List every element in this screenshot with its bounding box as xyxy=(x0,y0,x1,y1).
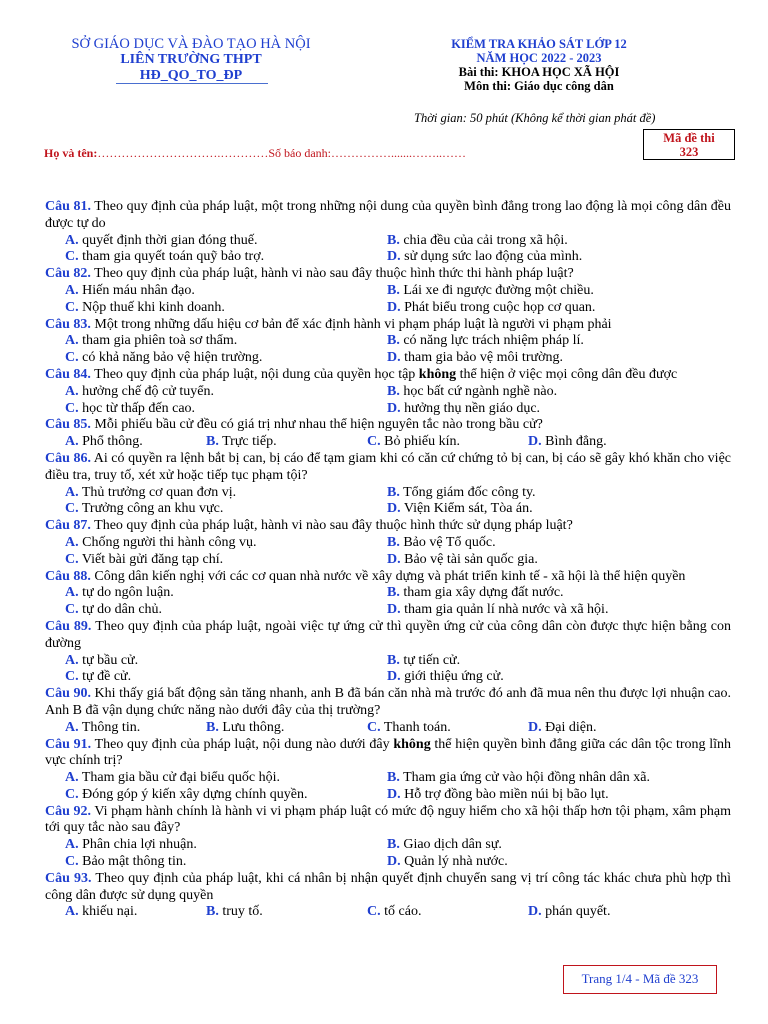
answer-options xyxy=(45,434,731,451)
exam-time: Thời gian: 50 phút (Không kể thời gian phát đề) xyxy=(414,111,656,125)
option-text: Hiến máu nhân đạo. xyxy=(82,282,195,298)
question-list xyxy=(45,199,731,921)
answer-options xyxy=(45,283,731,317)
answer-option[interactable] xyxy=(45,602,367,619)
option-letter: C. xyxy=(65,400,79,416)
option-letter: A. xyxy=(65,333,79,349)
answer-option[interactable] xyxy=(206,434,367,451)
answer-option[interactable] xyxy=(45,837,367,854)
answer-option[interactable] xyxy=(367,904,528,921)
answer-option[interactable] xyxy=(367,669,689,686)
option-letter: C. xyxy=(65,854,79,870)
answer-option[interactable] xyxy=(367,837,689,854)
option-text: Thanh toán. xyxy=(383,719,451,735)
option-letter: A. xyxy=(65,904,79,920)
option-text: tham gia bảo vệ môi trường. xyxy=(404,350,563,366)
question-number: Câu 82. xyxy=(45,266,91,282)
option-text: giới thiệu ứng cử. xyxy=(404,669,504,685)
answer-options xyxy=(45,333,731,367)
option-text: Quản lý nhà nước. xyxy=(404,854,508,870)
option-text: Phổ thông. xyxy=(82,434,143,450)
answer-option[interactable] xyxy=(45,770,367,787)
option-text: Lưu thông. xyxy=(222,719,285,735)
option-text: Thủ trưởng cơ quan đơn vị. xyxy=(81,484,237,500)
question-stem xyxy=(45,518,731,535)
question-emphasis: không xyxy=(418,366,457,382)
answer-option[interactable] xyxy=(45,552,367,569)
option-text: sử dụng sức lao động của mình. xyxy=(404,249,583,265)
answer-option[interactable] xyxy=(367,249,689,266)
question-stem xyxy=(45,686,731,720)
option-letter: C. xyxy=(367,434,381,450)
answer-option[interactable] xyxy=(45,535,367,552)
option-letter: C. xyxy=(65,299,79,315)
answer-option[interactable] xyxy=(45,653,367,670)
answer-option[interactable] xyxy=(45,485,367,502)
question-number: Câu 89. xyxy=(45,618,92,634)
question-text: Ai có quyền ra lệnh bắt bị can, bị cáo để tạm giam khi có căn cứ chứng tỏ bị can, bị cáo sẽ gây khó khăn cho việc điều tra, truy tố, xét xử hoặc tiếp tục phạm tội? xyxy=(45,450,731,483)
option-letter: D. xyxy=(387,400,401,416)
student-info-line xyxy=(44,146,466,161)
option-letter: D. xyxy=(528,434,542,450)
option-letter: C. xyxy=(65,551,79,567)
option-text: Trực tiếp. xyxy=(222,434,277,450)
option-letter: D. xyxy=(387,249,401,265)
question-stem xyxy=(45,199,731,233)
answer-option[interactable] xyxy=(367,535,689,552)
option-letter: C. xyxy=(65,501,79,517)
question-stem xyxy=(45,317,731,334)
question-number: Câu 85. xyxy=(45,417,91,433)
answer-options xyxy=(45,585,731,619)
option-text: truy tố. xyxy=(222,904,263,920)
option-letter: B. xyxy=(387,383,400,399)
option-text: Giao dịch dân sự. xyxy=(403,837,502,853)
option-text: tự do ngôn luận. xyxy=(82,585,174,601)
option-letter: C. xyxy=(367,719,381,735)
answer-option[interactable] xyxy=(45,585,367,602)
option-text: có khả năng bảo vệ hiện trường. xyxy=(82,350,263,366)
option-text: Bình đẳng. xyxy=(545,434,607,450)
option-text: Tham gia ứng cử vào hội đồng nhân dân xã. xyxy=(403,770,650,786)
answer-option[interactable] xyxy=(45,283,367,300)
option-text: tự tiến cử. xyxy=(403,652,461,668)
option-text: Bảo vệ Tổ quốc. xyxy=(403,534,496,550)
question-number: Câu 83. xyxy=(45,316,91,332)
answer-option[interactable] xyxy=(528,904,689,921)
question-stem xyxy=(45,619,731,653)
id-dots: …………….......……..…… xyxy=(331,146,466,160)
option-letter: B. xyxy=(387,534,400,550)
question-number: Câu 86. xyxy=(45,450,91,466)
option-text: khiếu nại. xyxy=(82,904,138,920)
option-text: Viết bài gửi đăng tạp chí. xyxy=(81,551,224,567)
exam-title: KIỂM TRA KHẢO SÁT LỚP 12 xyxy=(451,37,627,51)
answer-option[interactable] xyxy=(367,501,689,518)
option-text: hưởng thụ nền giáo dục. xyxy=(404,400,541,416)
option-text: tự bầu cử. xyxy=(82,652,139,668)
question-text: thể hiện quyền bình đẳng giữa các dân tộc trong lĩnh vực chính trị? xyxy=(45,736,731,769)
option-letter: D. xyxy=(387,501,401,517)
option-letter: B. xyxy=(387,484,400,500)
school-code: HĐ_QO_TO_ĐP xyxy=(139,68,243,83)
option-letter: D. xyxy=(387,854,401,870)
exam-code-label: Mã đề thi xyxy=(663,131,715,145)
option-text: phán quyết. xyxy=(545,904,611,920)
answer-option[interactable] xyxy=(367,787,689,804)
option-text: tham gia xây dựng đất nước. xyxy=(403,585,564,601)
answer-option[interactable] xyxy=(367,770,689,787)
question-text: Theo quy định của pháp luật, ngoài việc tự ứng cử thì quyền ứng cử của công dân còn được thực hiện bằng con đường xyxy=(45,618,731,651)
question-text: Công dân kiến nghị với các cơ quan nhà nước về xây dựng và phát triển kinh tế - xã hội là thể hiện quyền xyxy=(90,568,686,584)
question-number: Câu 88. xyxy=(45,568,91,584)
answer-options xyxy=(45,720,731,737)
answer-option[interactable] xyxy=(45,300,367,317)
option-text: tố cáo. xyxy=(384,904,422,920)
answer-option[interactable] xyxy=(45,669,367,686)
option-text: Đại diện. xyxy=(545,719,597,735)
question-text: thể hiện ở việc mọi công dân đều được xyxy=(456,366,678,382)
option-letter: A. xyxy=(65,534,79,550)
answer-option[interactable] xyxy=(367,552,689,569)
answer-option[interactable] xyxy=(45,787,367,804)
answer-options xyxy=(45,904,731,921)
answer-option[interactable] xyxy=(45,501,367,518)
option-letter: B. xyxy=(387,585,400,601)
option-letter: D. xyxy=(387,350,401,366)
option-letter: B. xyxy=(387,652,400,668)
question-text: Theo quy định của pháp luật, hành vi nào sau đây thuộc hình thức thi hành pháp luật? xyxy=(90,266,574,282)
option-text: Nộp thuế khi kinh doanh. xyxy=(82,299,225,315)
exam-code-box xyxy=(643,129,735,160)
answer-option[interactable] xyxy=(367,300,689,317)
answer-options xyxy=(45,384,731,418)
option-text: Thông tin. xyxy=(81,719,141,735)
option-letter: A. xyxy=(65,232,79,248)
answer-option[interactable] xyxy=(367,602,689,619)
school-name: LIÊN TRƯỜNG THPT xyxy=(120,52,262,67)
option-text: tự đề cử. xyxy=(82,669,132,685)
answer-option[interactable] xyxy=(367,401,689,418)
exam-subject-group: Bài thi: KHOA HỌC XÃ HỘI xyxy=(458,65,620,79)
question-stem xyxy=(45,737,731,771)
question-number: Câu 81. xyxy=(45,199,91,214)
answer-options xyxy=(45,770,731,804)
option-letter: A. xyxy=(65,383,79,399)
option-text: có năng lực trách nhiệm pháp lí. xyxy=(403,333,584,349)
answer-option[interactable] xyxy=(367,350,689,367)
exam-subject: Môn thi: Giáo dục công dân xyxy=(464,79,614,93)
option-text: học từ thấp đến cao. xyxy=(82,400,196,416)
question-number: Câu 84. xyxy=(45,366,91,382)
option-letter: B. xyxy=(206,719,219,735)
option-letter: B. xyxy=(387,770,400,786)
option-text: tham gia quản lí nhà nước và xã hội. xyxy=(404,602,609,618)
option-letter: C. xyxy=(367,904,381,920)
question-number: Câu 91. xyxy=(45,736,92,752)
exam-header xyxy=(400,37,678,93)
answer-option[interactable] xyxy=(45,434,206,451)
answer-option[interactable] xyxy=(367,720,528,737)
question-stem xyxy=(45,367,731,384)
option-text: Tổng giám đốc công ty. xyxy=(403,484,536,500)
option-letter: D. xyxy=(387,551,401,567)
question-text: Theo quy định của pháp luật, nội dung nào dưới đây xyxy=(91,736,394,752)
option-letter: D. xyxy=(387,299,401,315)
option-letter: A. xyxy=(65,585,79,601)
question-text: Khi thấy giá bất động sản tăng nhanh, anh B đã bán căn nhà mà trước đó anh đã mua nên thu được lợi nhuận cao. Anh B đã vận dụng chức năng nào dưới đây của thị trường? xyxy=(45,686,731,718)
option-text: Trưởng công an khu vực. xyxy=(81,501,224,517)
question-number: Câu 90. xyxy=(45,686,91,702)
answer-option[interactable] xyxy=(45,333,367,350)
answer-option[interactable] xyxy=(367,585,689,602)
question-stem xyxy=(45,451,731,485)
question-stem xyxy=(45,417,731,434)
page-footer: Trang 1/4 - Mã đề 323 xyxy=(563,965,717,994)
option-letter: B. xyxy=(206,434,219,450)
option-text: tự do dân chủ. xyxy=(82,602,163,618)
answer-option[interactable] xyxy=(367,283,689,300)
name-label: Họ và tên: xyxy=(44,146,98,160)
question-number: Câu 92. xyxy=(45,803,91,819)
answer-option[interactable] xyxy=(528,720,689,737)
question-stem xyxy=(45,569,731,586)
question-text: Một trong những dấu hiệu cơ bản để xác định hành vi phạm pháp luật là người vi phạm phải xyxy=(90,316,612,332)
answer-options xyxy=(45,837,731,871)
option-text: Hỗ trợ đồng bào miền núi bị bão lụt. xyxy=(404,786,609,802)
answer-options xyxy=(45,485,731,519)
header-underline xyxy=(116,83,268,84)
answer-option[interactable] xyxy=(206,904,367,921)
answer-option[interactable] xyxy=(367,233,689,250)
answer-option[interactable] xyxy=(367,434,528,451)
option-letter: A. xyxy=(65,652,79,668)
answer-option[interactable] xyxy=(367,384,689,401)
option-text: Phân chia lợi nhuận. xyxy=(82,837,197,853)
option-letter: B. xyxy=(387,232,400,248)
school-year: NĂM HỌC 2022 - 2023 xyxy=(476,51,602,65)
option-text: chia đều của cải trong xã hội. xyxy=(403,232,568,248)
option-letter: A. xyxy=(65,282,79,298)
option-text: Bảo vệ tài sản quốc gia. xyxy=(404,551,538,567)
option-text: Viện Kiểm sát, Tòa án. xyxy=(403,501,533,517)
exam-code-value: 323 xyxy=(679,145,699,159)
answer-option[interactable] xyxy=(45,720,206,737)
option-text: quyết định thời gian đóng thuế. xyxy=(82,232,258,248)
question-emphasis: không xyxy=(393,736,431,752)
answer-option[interactable] xyxy=(367,653,689,670)
question-text: Theo quy định của pháp luật, nội dung của quyền học tập xyxy=(90,366,419,382)
option-letter: C. xyxy=(65,786,79,802)
option-letter: C. xyxy=(65,669,79,685)
question-stem xyxy=(45,804,731,838)
question-number: Câu 87. xyxy=(45,518,91,534)
school-header xyxy=(60,36,322,84)
question-text: Theo quy định của pháp luật, khi cá nhân bị nhận quyết định chuyển sang vị trí công tác khác chưa phù hợp thì công dân được sử dụng quyền xyxy=(45,870,731,903)
option-letter: B. xyxy=(206,904,219,920)
option-letter: D. xyxy=(387,669,401,685)
option-text: Phát biểu trong cuộc họp cơ quan. xyxy=(404,299,596,315)
name-dots: ………………………….………… xyxy=(97,146,269,160)
option-text: Đóng góp ý kiến xây dựng chính quyền. xyxy=(82,786,308,802)
option-letter: A. xyxy=(65,484,79,500)
option-letter: D. xyxy=(387,602,401,618)
option-letter: D. xyxy=(528,719,542,735)
option-letter: A. xyxy=(65,434,79,450)
answer-option[interactable] xyxy=(367,485,689,502)
question-text: Theo quy định của pháp luật, hành vi nào sau đây thuộc hình thức sử dụng pháp luật? xyxy=(90,518,573,534)
option-text: Bỏ phiếu kín. xyxy=(384,434,460,450)
question-text: Mỗi phiếu bầu cử đều có giá trị như nhau thể hiện nguyên tắc nào trong bầu cử? xyxy=(90,417,543,433)
option-text: hưởng chế độ cử tuyển. xyxy=(82,383,214,399)
option-letter: B. xyxy=(387,333,400,349)
question-text: Vi phạm hành chính là hành vi vi phạm pháp luật có mức độ nguy hiểm cho xã hội thấp hơn tội phạm, xâm phạm tới quy tắc nào sau đây? xyxy=(45,803,731,836)
answer-option[interactable] xyxy=(367,854,689,871)
answer-options xyxy=(45,653,731,687)
option-text: Chống người thi hành công vụ. xyxy=(82,534,257,550)
answer-option[interactable] xyxy=(45,854,367,871)
question-stem xyxy=(45,871,731,905)
option-text: Bảo mật thông tin. xyxy=(82,854,187,870)
id-label: Số báo danh: xyxy=(268,146,331,160)
answer-option[interactable] xyxy=(45,249,367,266)
option-text: học bất cứ ngành nghề nào. xyxy=(403,383,558,399)
question-number: Câu 93. xyxy=(45,870,92,886)
answer-option[interactable] xyxy=(45,401,367,418)
department-name: SỞ GIÁO DỤC VÀ ĐÀO TẠO HÀ NỘI xyxy=(71,36,311,52)
question-text: Theo quy định của pháp luật, một trong những nội dung của quyền bình đẳng trong lao động là mọi công dân đều được tự do xyxy=(45,199,731,231)
answer-options xyxy=(45,535,731,569)
option-letter: A. xyxy=(65,837,79,853)
option-letter: D. xyxy=(528,904,542,920)
option-text: Tham gia bầu cử đại biểu quốc hội. xyxy=(81,770,280,786)
option-letter: A. xyxy=(65,770,79,786)
option-letter: A. xyxy=(65,719,79,735)
option-letter: C. xyxy=(65,602,79,618)
answer-option[interactable] xyxy=(206,720,367,737)
answer-option[interactable] xyxy=(45,350,367,367)
option-letter: C. xyxy=(65,249,79,265)
option-letter: B. xyxy=(387,837,400,853)
option-text: tham gia phiên toà sơ thẩm. xyxy=(82,333,238,349)
answer-option[interactable] xyxy=(528,434,689,451)
option-text: Lái xe đi ngược đường một chiều. xyxy=(403,282,594,298)
option-text: tham gia quyết toán quỹ bảo trợ. xyxy=(82,249,265,265)
option-letter: B. xyxy=(387,282,400,298)
answer-option[interactable] xyxy=(45,384,367,401)
answer-option[interactable] xyxy=(367,333,689,350)
answer-option[interactable] xyxy=(45,233,367,250)
answer-option[interactable] xyxy=(45,904,206,921)
answer-options xyxy=(45,233,731,267)
question-stem xyxy=(45,266,731,283)
option-letter: C. xyxy=(65,350,79,366)
option-letter: D. xyxy=(387,786,401,802)
